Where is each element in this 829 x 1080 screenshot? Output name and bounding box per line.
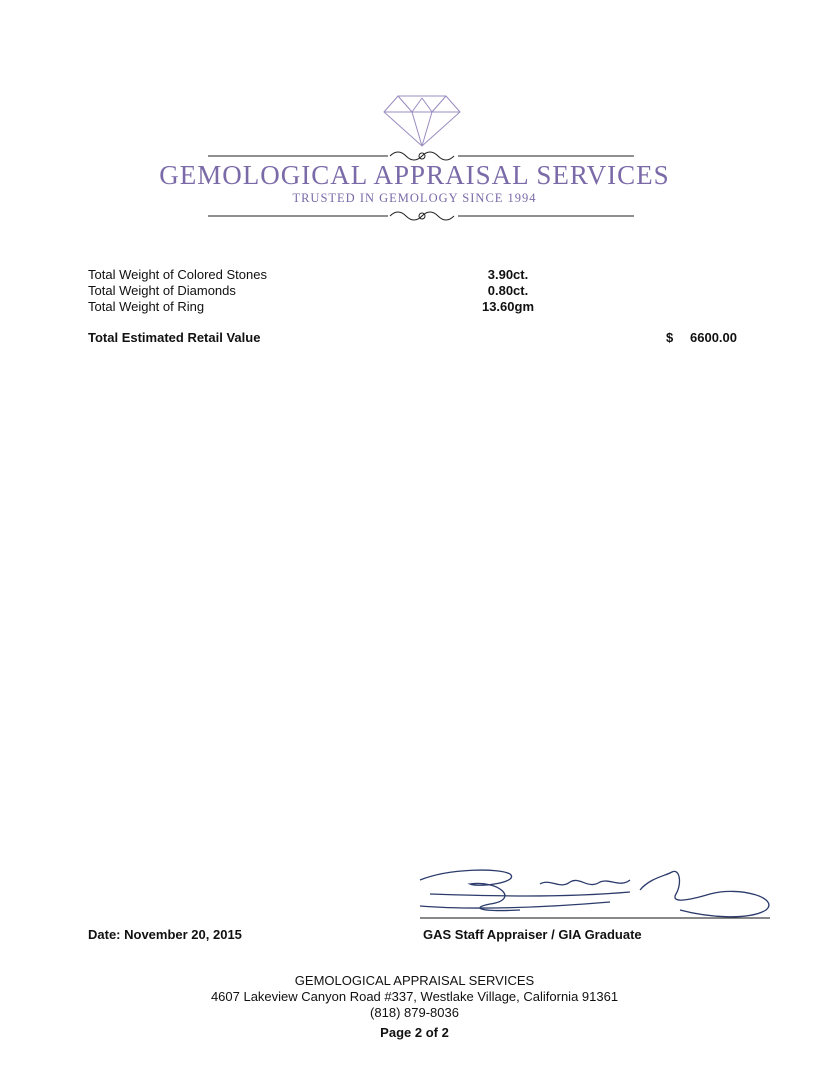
weight-value-colored-stones: 3.90ct. bbox=[487, 267, 529, 282]
bottom-flourish bbox=[208, 212, 634, 220]
appraisal-date: Date: November 20, 2015 bbox=[88, 927, 242, 942]
footer-address: 4607 Lakeview Canyon Road #337, Westlake Village, California 91361 bbox=[210, 989, 619, 1004]
signature bbox=[410, 860, 780, 930]
company-logo bbox=[0, 0, 829, 250]
total-value-label: Total Estimated Retail Value bbox=[88, 330, 261, 345]
weight-value-ring: 13.60gm bbox=[481, 299, 535, 314]
page-number: Page 2 of 2 bbox=[380, 1025, 449, 1040]
diamond-icon bbox=[384, 96, 460, 146]
top-flourish bbox=[208, 152, 634, 160]
brand-tagline: TRUSTED IN GEMOLOGY SINCE 1994 bbox=[292, 191, 537, 205]
appraiser-title: GAS Staff Appraiser / GIA Graduate bbox=[423, 927, 642, 942]
weight-label-diamonds: Total Weight of Diamonds bbox=[88, 283, 236, 298]
weight-value-diamonds: 0.80ct. bbox=[487, 283, 529, 298]
weight-label-colored-stones: Total Weight of Colored Stones bbox=[88, 267, 267, 282]
footer-company: GEMOLOGICAL APPRAISAL SERVICES bbox=[294, 973, 535, 988]
total-value-amount: 6600.00 bbox=[690, 330, 737, 345]
footer-phone: (818) 879-8036 bbox=[370, 1005, 459, 1020]
weight-label-ring: Total Weight of Ring bbox=[88, 299, 205, 314]
brand-name: GEMOLOGICAL APPRAISAL SERVICES bbox=[159, 160, 670, 190]
currency-symbol: $ bbox=[666, 330, 674, 345]
